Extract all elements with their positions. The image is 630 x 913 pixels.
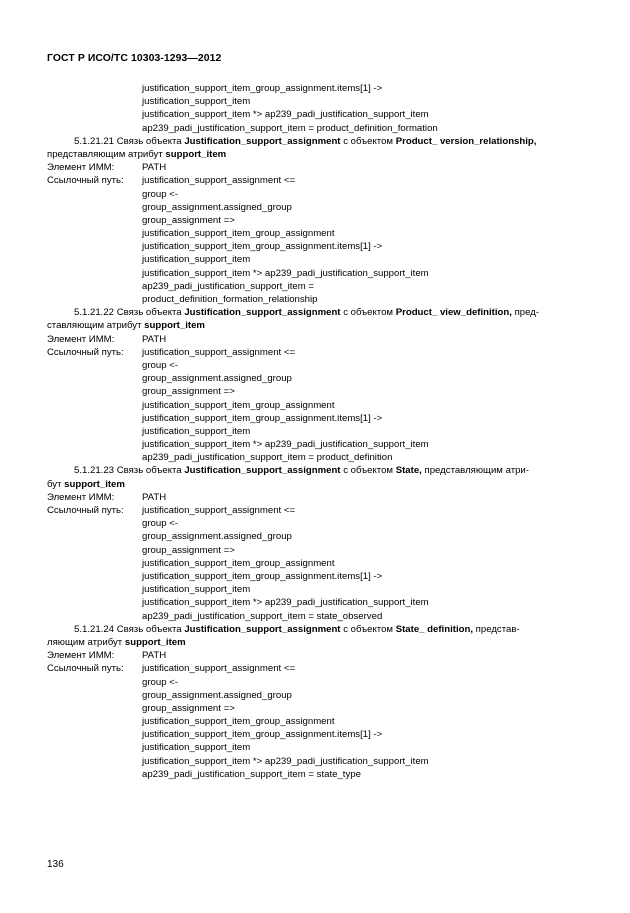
path-line: justification_support_item_group_assignment bbox=[142, 228, 335, 240]
target-entity: State, bbox=[395, 465, 422, 477]
path-line: justification_support_assignment <= bbox=[142, 505, 296, 517]
path-line: justification_support_item bbox=[142, 584, 251, 596]
entity-name: Justification_support_assignment bbox=[184, 623, 341, 635]
element-value: PATH bbox=[142, 491, 167, 503]
path-line: justification_support_item_group_assignment.items[1] -> bbox=[142, 729, 383, 741]
path-line: justification_support_item bbox=[142, 96, 251, 108]
section-heading-cont: бут support_item bbox=[47, 478, 125, 490]
element-value: PATH bbox=[142, 162, 167, 174]
path-row bbox=[47, 504, 587, 517]
path-line: justification_support_item_group_assignment bbox=[142, 399, 335, 411]
attribute-name: support_item bbox=[64, 478, 125, 490]
path-row bbox=[47, 662, 587, 675]
path-row bbox=[47, 174, 587, 187]
section-heading-cont: представляющим атрибут support_item bbox=[47, 148, 227, 160]
path-line: group <- bbox=[142, 188, 178, 200]
target-entity: State_ definition, bbox=[395, 623, 473, 635]
element-row bbox=[47, 649, 587, 662]
attribute-name: support_item bbox=[165, 148, 227, 160]
element-value: PATH bbox=[142, 650, 167, 662]
element-row bbox=[47, 161, 587, 174]
path-line: justification_support_item_group_assignment.items[1] -> bbox=[142, 241, 383, 253]
element-label: Элемент ИММ: bbox=[47, 333, 115, 345]
path-line: justification_support_item_group_assignment bbox=[142, 716, 335, 728]
section-heading: 5.1.21.23 Связь объекта Justification_support_assignment с объектом State, представляющим атри- bbox=[74, 465, 529, 477]
path-line: ap239_padi_justification_support_item = product_definition bbox=[142, 452, 393, 464]
path-line: product_definition_formation_relationship bbox=[142, 294, 318, 306]
path-line: ap239_padi_justification_support_item = state_type bbox=[142, 768, 361, 780]
element-row bbox=[47, 333, 587, 346]
attribute-name: support_item bbox=[144, 320, 205, 332]
path-line: justification_support_item *> ap239_padi_justification_support_item bbox=[142, 267, 429, 279]
section-heading: 5.1.21.24 Связь объекта Justification_support_assignment с объектом State_ definition, представ- bbox=[74, 623, 520, 635]
path-label: Ссылочный путь: bbox=[47, 175, 124, 187]
path-line: ap239_padi_justification_support_item = bbox=[142, 280, 315, 292]
entity-name: Justification_support_assignment bbox=[184, 465, 341, 477]
path-line: justification_support_item_group_assignment.items[1] -> bbox=[142, 83, 383, 94]
path-line: group <- bbox=[142, 359, 178, 371]
path-line: ap239_padi_justification_support_item = state_observed bbox=[142, 610, 383, 622]
path-line: group_assignment => bbox=[142, 386, 235, 398]
attribute-name: support_item bbox=[124, 636, 186, 648]
entity-name: Justification_support_assignment bbox=[184, 135, 341, 147]
path-line: justification_support_item *> ap239_padi_justification_support_item bbox=[142, 439, 429, 451]
intro-path-block bbox=[47, 82, 587, 135]
path-line: justification_support_item *> ap239_padi_justification_support_item bbox=[142, 109, 429, 121]
section-5-1-21-21 bbox=[47, 135, 587, 306]
path-line: justification_support_item *> ap239_padi_justification_support_item bbox=[142, 755, 429, 767]
path-line: group <- bbox=[142, 518, 178, 530]
element-label: Элемент ИММ: bbox=[47, 162, 115, 174]
path-line: group_assignment => bbox=[142, 544, 235, 556]
path-line: ap239_padi_justification_support_item = product_definition_formation bbox=[142, 122, 438, 134]
path-line: group_assignment => bbox=[142, 702, 235, 714]
document-body bbox=[47, 82, 587, 781]
path-line: group_assignment.assigned_group bbox=[142, 689, 292, 701]
path-line: justification_support_assignment <= bbox=[142, 346, 296, 358]
path-line: justification_support_item bbox=[142, 254, 251, 266]
page-number: 136 bbox=[47, 859, 64, 870]
section-5-1-21-22 bbox=[47, 306, 587, 464]
element-label: Элемент ИММ: bbox=[47, 650, 115, 662]
path-line: justification_support_assignment <= bbox=[142, 175, 296, 187]
section-heading-cont: ляющим атрибут support_item bbox=[47, 636, 186, 648]
section-5-1-21-24 bbox=[47, 623, 587, 781]
path-line: justification_support_item bbox=[142, 425, 251, 437]
section-heading: 5.1.21.21 Связь объекта Justification_support_assignment с объектом Product_ version_relationship, bbox=[74, 135, 537, 147]
element-row bbox=[47, 491, 587, 504]
path-line: justification_support_assignment <= bbox=[142, 663, 296, 675]
path-line: justification_support_item_group_assignment bbox=[142, 557, 335, 569]
path-line: group <- bbox=[142, 676, 178, 688]
target-entity: Product_ version_relationship, bbox=[395, 135, 537, 147]
path-label: Ссылочный путь: bbox=[47, 346, 124, 358]
path-line: group_assignment.assigned_group bbox=[142, 373, 292, 385]
path-line: group_assignment => bbox=[142, 214, 235, 226]
path-label: Ссылочный путь: bbox=[47, 663, 124, 675]
path-line: justification_support_item_group_assignment.items[1] -> bbox=[142, 570, 383, 582]
target-entity: Product_ view_definition, bbox=[395, 307, 512, 319]
element-value: PATH bbox=[142, 333, 167, 345]
path-label: Ссылочный путь: bbox=[47, 505, 124, 517]
path-line: justification_support_item *> ap239_padi_justification_support_item bbox=[142, 597, 429, 609]
path-line: justification_support_item bbox=[142, 742, 251, 754]
path-line: group_assignment.assigned_group bbox=[142, 531, 292, 543]
document-header: ГОСТ Р ИСО/ТС 10303-1293—2012 bbox=[47, 53, 222, 64]
section-5-1-21-23 bbox=[47, 464, 587, 622]
entity-name: Justification_support_assignment bbox=[184, 307, 341, 319]
section-heading-cont: ставляющим атрибут support_item bbox=[47, 320, 205, 332]
path-line: group_assignment.assigned_group bbox=[142, 201, 292, 213]
path-line: justification_support_item_group_assignment.items[1] -> bbox=[142, 412, 383, 424]
section-heading: 5.1.21.22 Связь объекта Justification_support_assignment с объектом Product_ view_definition, пред- bbox=[74, 307, 540, 319]
path-row bbox=[47, 346, 587, 359]
element-label: Элемент ИММ: bbox=[47, 491, 115, 503]
